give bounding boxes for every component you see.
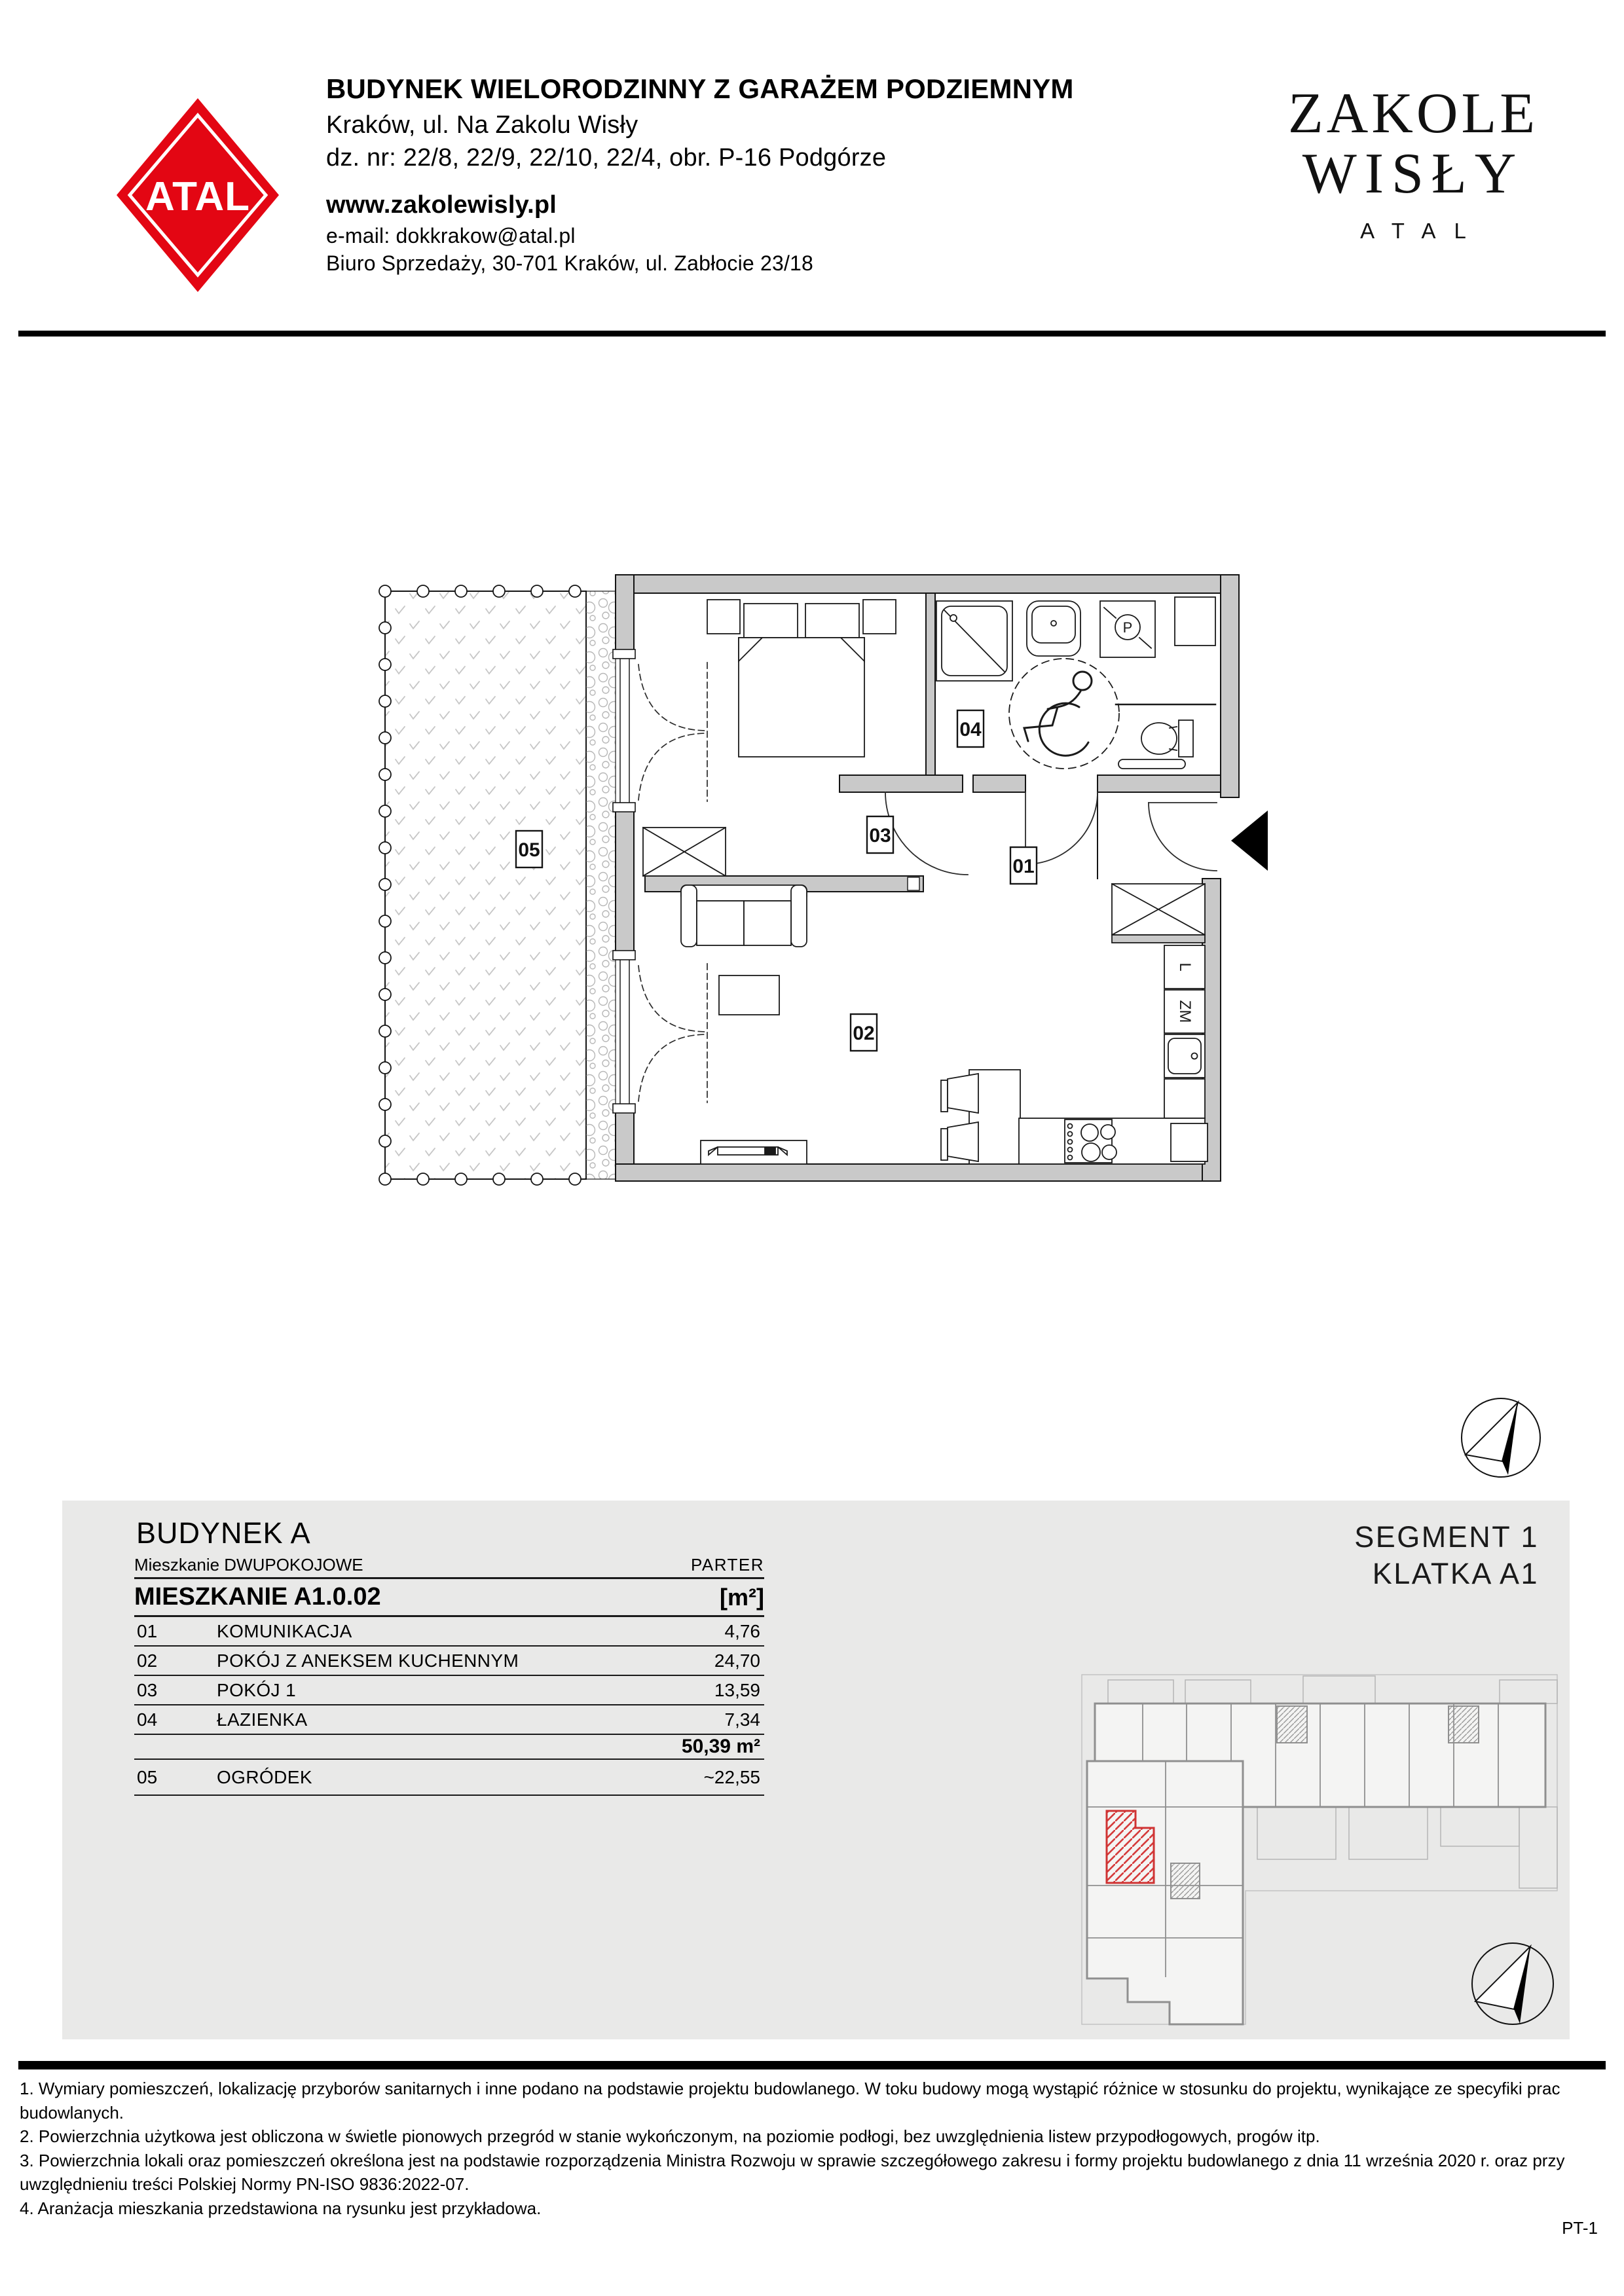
- row-number: 05: [137, 1766, 158, 1787]
- wall-left-a: [616, 575, 634, 657]
- page-code: PT-1: [1562, 2218, 1598, 2238]
- interior-doors: [885, 792, 1217, 875]
- total-area: 50,39 m²: [681, 1736, 760, 1757]
- unit-header: [m²]: [720, 1583, 764, 1611]
- nightstand-left: [707, 600, 740, 634]
- north-compass-bottom: [1472, 1943, 1553, 2024]
- note-4: 4. Aranżacja mieszkania przedstawiona na rysunku jest przykładowa.: [20, 2198, 542, 2218]
- dishwasher-label: ZM: [1176, 1000, 1194, 1023]
- table-row: [134, 1647, 764, 1676]
- wall-right-upper: [1221, 575, 1239, 797]
- washer-label: P: [1122, 619, 1133, 636]
- building-title: BUDYNEK WIELORODZINNY Z GARAŻEM PODZIEMNYM: [326, 73, 1074, 104]
- chair-back-1: [941, 1080, 948, 1112]
- row-number: 04: [137, 1709, 158, 1730]
- row-number: 02: [137, 1650, 158, 1671]
- shaft-box: [1175, 597, 1215, 646]
- north-compass-top: [1462, 1398, 1540, 1477]
- bedroom-furniture: [643, 600, 896, 876]
- apartment-id-row: [134, 1579, 764, 1617]
- table-row: [134, 1617, 764, 1647]
- walls: [616, 575, 1239, 1181]
- legal-notes: [20, 2077, 1599, 2220]
- wall-bath-left: [926, 593, 935, 775]
- note-3: 3. Powierzchnia lokali oraz pomieszczeń określona jest na podstawie rozporządzenia Ministra Rozwoju w sprawie szczegółowego zakresu i formy projektu budowlanego z dnia 11 września 2020 r. oraz przy uwzględnieniu treści Polskiej Normy PN-ISO 9836:2022-07.: [20, 2150, 1565, 2194]
- total-area-row: [134, 1735, 764, 1760]
- brand-word-2: WISŁY: [1302, 142, 1524, 206]
- row-area: 24,70: [714, 1650, 760, 1671]
- bed-icon: [739, 604, 864, 757]
- towel-rail: [1118, 759, 1185, 769]
- email-line: e-mail: dokkrakow@atal.pl: [326, 224, 576, 247]
- stove-icon: [1065, 1120, 1116, 1163]
- atal-logo-text: ATAL: [145, 174, 251, 219]
- fridge-label: L: [1176, 962, 1194, 972]
- note-2: 2. Powierzchnia użytkowa jest obliczona w świetle pionowych przegród w stanie wykończonym, na poziomie podłogi, bez uwzględnienia listew przypodłogowych, progów itp.: [20, 2126, 1320, 2146]
- atal-logo: [117, 98, 279, 292]
- apartment-id: MIESZKANIE A1.0.02: [134, 1583, 381, 1611]
- wall-hall-a: [840, 775, 963, 792]
- apartment-type-row: [134, 1553, 764, 1579]
- wheelchair-zone: [1009, 659, 1119, 769]
- segment-label: SEGMENT 1: [1354, 1520, 1539, 1554]
- row-name: POKÓJ 1: [217, 1679, 297, 1700]
- note-1: 1. Wymiary pomieszczeń, lokalizację przyborów sanitarnych i inne podano na podstawie projektu budowlanego. W toku budowy mogą wystąpić różnice w stosunku do projektu, wynikające ze specyfiki prac budowlanych.: [20, 2079, 1560, 2123]
- wall-bottom: [616, 1164, 1221, 1181]
- row-area: 13,59: [714, 1679, 760, 1700]
- table-row: [134, 1705, 764, 1735]
- wall-hall-b: [973, 775, 1025, 792]
- row-name: KOMUNIKACJA: [217, 1620, 352, 1641]
- row-number: 03: [137, 1679, 158, 1700]
- faucet-dot: [1192, 1053, 1198, 1059]
- row-name: ŁAZIENKA: [217, 1709, 308, 1730]
- door-jamb-block: [908, 877, 919, 890]
- room-label-room1: 03: [869, 825, 891, 847]
- room-label-hall: 01: [1012, 856, 1035, 877]
- floor-plan: [379, 575, 1268, 1185]
- wardrobe2-icon: [1112, 884, 1205, 943]
- coffee-table: [719, 975, 779, 1015]
- shower-icon: [936, 601, 1012, 681]
- room-label-garden: 05: [518, 839, 540, 861]
- row-name: POKÓJ Z ANEKSEM KUCHENNYM: [217, 1650, 519, 1671]
- zakole-wisly-logo: [1276, 84, 1551, 244]
- counter-cabinet: [1164, 1079, 1205, 1118]
- staircase-core-wing: [1171, 1863, 1200, 1899]
- entrance-door-arc: [1149, 803, 1217, 871]
- bedroom-door-arc: [885, 792, 968, 875]
- row-number: 01: [137, 1620, 158, 1641]
- wall-top: [616, 575, 1239, 593]
- floor-label: PARTER: [690, 1555, 764, 1575]
- entrance-arrow-icon: [1231, 811, 1268, 871]
- chair-seat-1: [948, 1074, 978, 1113]
- wheelchair-icon: [1024, 672, 1092, 756]
- garden-area: [379, 585, 616, 1185]
- chair-back-2: [941, 1129, 948, 1160]
- tv-unit: [701, 1140, 807, 1164]
- wheelchair-circle: [1009, 659, 1119, 769]
- washbasin-icon: [1027, 601, 1080, 656]
- plots-line: dz. nr: 22/8, 22/9, 22/10, 22/4, obr. P-16 Podgórze: [326, 144, 887, 172]
- staircase-label: KLATKA A1: [1372, 1557, 1539, 1590]
- table-row: [134, 1676, 764, 1705]
- gravel-strip: [586, 591, 616, 1179]
- kitchen: [1019, 945, 1208, 1164]
- building-name: BUDYNEK A: [136, 1516, 311, 1550]
- nightstand-right: [863, 600, 896, 634]
- garden-grass: [385, 591, 586, 1179]
- brand-word-3: ATAL: [1360, 219, 1485, 243]
- wardrobe-icon: [643, 828, 726, 876]
- row-area: 4,76: [724, 1620, 760, 1641]
- kitchen-labels: [1123, 619, 1194, 1023]
- sales-office-line: Biuro Sprzedaży, 30-701 Kraków, ul. Zabłocie 23/18: [326, 251, 814, 275]
- sofa-icon: [681, 885, 807, 947]
- corner-cabinet: [1171, 1123, 1208, 1161]
- wall-left-b: [616, 807, 634, 958]
- building-left-wing: [1087, 1761, 1243, 2024]
- garden-row: [134, 1760, 764, 1796]
- website-link: www.zakolewisly.pl: [326, 191, 557, 219]
- room-label-living: 02: [853, 1023, 875, 1044]
- brand-word-1: ZAKOLE: [1288, 82, 1538, 145]
- site-minimap: [1082, 1675, 1557, 2024]
- staircase-core-2: [1449, 1706, 1479, 1743]
- chair-seat-2: [948, 1122, 978, 1161]
- toilet-icon: [1141, 720, 1193, 757]
- row-name: OGRÓDEK: [217, 1766, 312, 1787]
- address-line: Kraków, ul. Na Zakolu Wisły: [326, 111, 638, 139]
- apartment-type: Mieszkanie DWUPOKOJOWE: [134, 1555, 363, 1575]
- room-label-bath: 04: [959, 719, 982, 740]
- dining-set: [941, 1070, 1020, 1164]
- row-area: ~22,55: [703, 1766, 760, 1787]
- row-area: 7,34: [724, 1709, 760, 1730]
- staircase-core-1: [1277, 1706, 1307, 1743]
- wall-bath-bottom: [1098, 775, 1221, 792]
